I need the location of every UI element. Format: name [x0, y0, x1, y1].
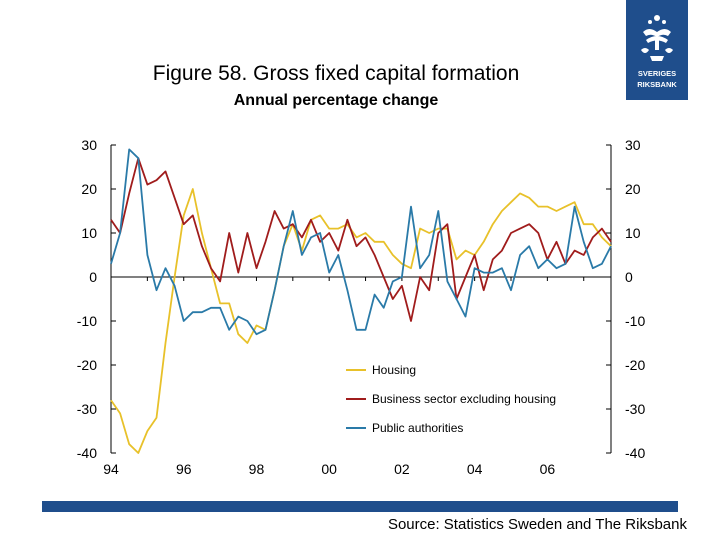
y-tick-label-left: -30 — [76, 401, 97, 417]
y-tick-label-right: -40 — [625, 445, 646, 461]
x-tick-label: 02 — [394, 461, 410, 477]
series-line-business-sector-excluding-housing — [111, 158, 611, 321]
x-tick-label: 94 — [103, 461, 119, 477]
y-tick-label-right: -10 — [625, 313, 646, 329]
y-tick-label-left: 10 — [81, 225, 97, 241]
y-tick-label-left: 30 — [81, 137, 97, 153]
y-tick-label-right: 10 — [625, 225, 641, 241]
x-tick-label: 04 — [466, 461, 483, 477]
y-tick-label-left: -10 — [76, 313, 97, 329]
y-tick-label-left: -40 — [76, 445, 97, 461]
x-tick-label: 96 — [175, 461, 192, 477]
chart-title: Figure 58. Gross fixed capital formation — [152, 62, 520, 85]
y-tick-label-left: 20 — [81, 181, 97, 197]
y-tick-label-right: -20 — [625, 357, 646, 373]
series-line-housing — [111, 189, 611, 453]
y-tick-label-right: 20 — [625, 181, 641, 197]
logo-text-line1: SVERIGES — [637, 69, 677, 78]
y-tick-label-left: 0 — [89, 269, 97, 285]
x-tick-label: 06 — [539, 461, 556, 477]
x-tick-label: 00 — [321, 461, 337, 477]
y-tick-label-left: -20 — [76, 357, 97, 373]
x-tick-label: 98 — [248, 461, 265, 477]
y-tick-label-right: 0 — [625, 269, 633, 285]
legend-label: Housing — [372, 363, 417, 377]
legend-label: Public authorities — [372, 421, 464, 435]
logo-text-line2: RIKSBANK — [637, 80, 677, 89]
y-tick-label-right: -30 — [625, 401, 646, 417]
chart-subtitle: Annual percentage change — [233, 92, 439, 109]
y-tick-label-right: 30 — [625, 137, 641, 153]
source-note: Source: Statistics Sweden and The Riksbank — [387, 516, 687, 533]
footer-bar — [42, 501, 678, 512]
legend-label: Business sector excluding housing — [372, 392, 557, 406]
